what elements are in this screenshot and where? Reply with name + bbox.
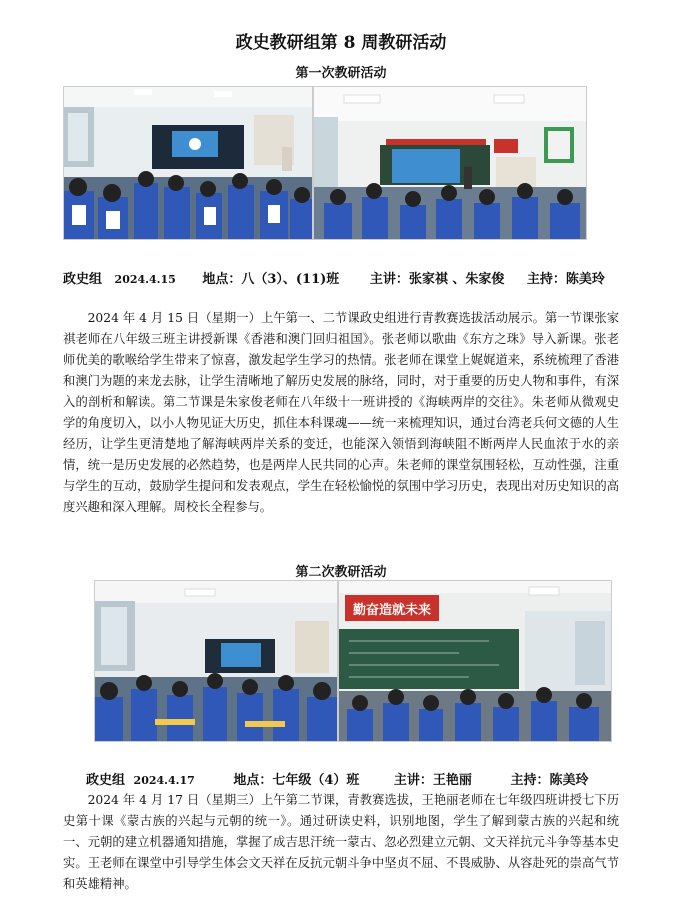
activity2-photo-left xyxy=(94,580,338,742)
activity2-location: 地点：七年级（4）班 xyxy=(233,773,360,788)
classroom-photo-4 xyxy=(339,581,611,741)
activity1-meta xyxy=(63,268,605,287)
activity1-photo-left xyxy=(63,86,313,240)
activity1-location: 地点：八（3）、(11)班 xyxy=(202,272,340,287)
activity2-host: 主持：陈美玲 xyxy=(510,773,589,788)
activity2-meta xyxy=(86,769,588,788)
banner-text: 勤奋造就未来 xyxy=(352,603,432,618)
classroom-photo-1 xyxy=(64,87,312,239)
activity1-date: 2024.4.15 xyxy=(114,273,176,286)
activity2-photo-right xyxy=(338,580,612,742)
activity2-body xyxy=(63,790,619,895)
activity1-photo-right xyxy=(313,86,587,240)
document-title: 政史教研组第 8 周教研活动 xyxy=(235,33,447,53)
classroom-photo-3 xyxy=(95,581,337,741)
activity1-heading: 第一次教研活动 xyxy=(295,66,387,81)
activity1-body xyxy=(63,308,619,518)
activity2-speakers: 主讲：王艳丽 xyxy=(393,773,472,788)
activity1-speakers: 主讲：张家祺 、朱家俊 xyxy=(369,272,505,287)
activity2-paragraph: 2024 年 4 月 17 日（星期三）上午第二节课，青教赛选拔，王艳丽老师在七年级四班讲授七下历史第十课《蒙古族的兴起与元朝的统一》。通过研读史料，识别地图，学生了解到蒙古族的兴起和统一、元朝的建立机器通知措施，掌握了成吉思汗统一蒙古、忽必烈建立元朝、文天祥抗元斗争等基本史实。王老师在课堂中引导学生体会文天祥在反抗元朝斗争中坚贞不屈、不畏威胁、从容赴死的崇高气节和英雄精神。 xyxy=(63,793,619,891)
activity1-group: 政史组 xyxy=(63,272,103,287)
classroom-photo-2 xyxy=(314,87,586,239)
activity1-paragraph: 2024 年 4 月 15 日（星期一）上午第一、二节课政史组进行青教赛选拔活动展示。第一节课张家祺老师在八年级三班主讲授新课《香港和澳门回归祖国》。张老师以歌曲《东方之珠》导入新课。张老师优美的歌喉给学生带来了惊喜，激发起学生学习的热情。张老师在课堂上娓娓道来，系统梳理了香港和澳门为题的来龙去脉，让学生清晰地了解历史发展的脉络，同时，对于重要的历史人物和事件，有深入的剖析和解读。第二节课是朱家俊老师在八年级十一班讲授的《海峡两岸的交往》。朱老师从微观史学的角度切入，以小人物见证大历史，抓住本科课魂——统一来梳理知识，通过台湾老兵何文德的人生经历，让学生更清楚地了解海峡两岸关系的变迁，也能深入领悟到海峡阻不断两岸人民血浓于水的亲情，统一是历史发展的必然趋势，也是两岸人民共同的心声。朱老师的课堂氛围轻松，互动性强，注重与学生的互动，鼓励学生提问和发表观点，学生在轻松愉悦的氛围中学习历史，表现出对历史知识的高度兴趣和深入理解。周校长全程参与。 xyxy=(63,311,619,514)
activity1-host: 主持：陈美玲 xyxy=(526,272,605,287)
activity2-date: 2024.4.17 xyxy=(133,774,195,787)
activity2-group: 政史组 xyxy=(86,773,126,788)
activity2-heading: 第二次教研活动 xyxy=(295,565,387,580)
